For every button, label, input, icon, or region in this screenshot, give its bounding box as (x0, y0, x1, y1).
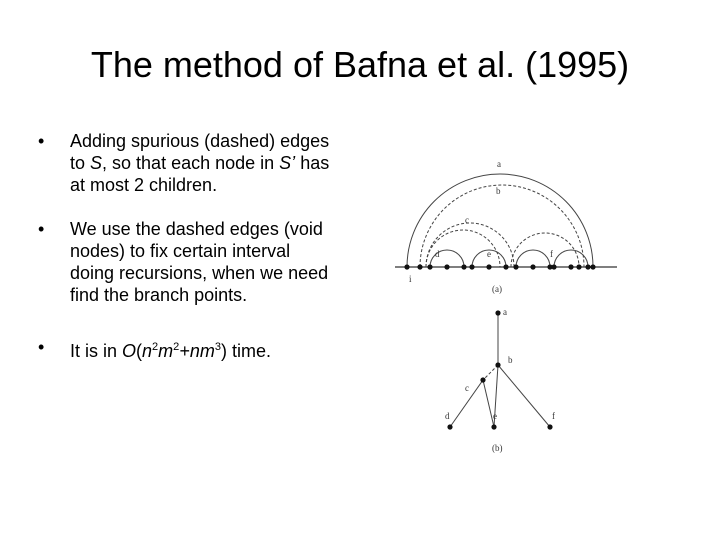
tree-edge-dashed (483, 365, 498, 380)
tree-labels (445, 307, 555, 453)
node (568, 264, 573, 269)
node (503, 264, 508, 269)
node (444, 264, 449, 269)
bullet-marker: • (38, 337, 45, 357)
arc-label: b (496, 186, 501, 196)
bullet-text-italic: m (158, 341, 174, 361)
node (417, 264, 422, 269)
bullet-item (38, 130, 338, 196)
node (461, 264, 466, 269)
bullet-text-part: ) time. (220, 341, 271, 361)
figure-part-label: (b) (492, 443, 503, 453)
slide-title: The method of Bafna et al. (1995) (90, 44, 630, 85)
bullet-marker: • (38, 131, 45, 151)
bullet-text-part: has at most 2 children. (70, 153, 330, 195)
node (576, 264, 581, 269)
bullet-marker: • (38, 219, 45, 239)
arc-c (426, 223, 514, 267)
arc-diagram (395, 174, 617, 267)
arc-label: d (435, 249, 440, 259)
bullet-text-part: Adding spurious (dashed) edges to (70, 131, 330, 173)
arc-label: a (497, 159, 501, 169)
bullet-text-italic: + (179, 341, 190, 361)
bullet-text-italic: O (122, 341, 137, 361)
tree-edge (498, 365, 550, 427)
tree-label: f (552, 411, 555, 421)
bullet-text-part: ( (136, 341, 143, 361)
tree-label: d (445, 411, 450, 421)
bullet-text-italic: S’ (279, 153, 296, 173)
tree-label: e (493, 411, 497, 421)
arc-diagram-figure (395, 155, 625, 460)
tree-node (491, 424, 496, 429)
node (486, 264, 491, 269)
tree-node (495, 362, 500, 367)
tree-node (547, 424, 552, 429)
node (590, 264, 595, 269)
bullet-text: We use the dashed edges (void nodes) to fix certain interval doing recursions, when we need find the branch points. (70, 219, 329, 305)
bullet-text-italic: S (90, 153, 103, 173)
node (530, 264, 535, 269)
tree-node (480, 377, 485, 382)
bullet-item (38, 336, 338, 362)
bullet-superscript: 2 (152, 341, 159, 353)
node (427, 264, 432, 269)
node (513, 264, 518, 269)
tree-node (495, 310, 500, 315)
node (585, 264, 590, 269)
arc-label: e (487, 249, 491, 259)
arc-label: f (550, 249, 553, 259)
bullet-superscript: 3 (214, 341, 221, 353)
arc-label: c (465, 215, 469, 225)
bullet-item (38, 218, 338, 306)
node (469, 264, 474, 269)
bullet-list (38, 130, 338, 362)
tree-label: c (465, 383, 469, 393)
line-label: i (409, 274, 412, 284)
figure-part-label: (a) (492, 284, 502, 294)
tree-diagram (450, 313, 550, 427)
bullet-superscript: 2 (173, 341, 180, 353)
node (551, 264, 556, 269)
bullet-text-part: , so that each node in (102, 153, 280, 173)
tree-label: a (503, 307, 507, 317)
node (404, 264, 409, 269)
tree-label: b (508, 355, 513, 365)
bullet-text-part: It is in (70, 341, 123, 361)
bullet-text-italic: nm (189, 341, 215, 361)
tree-node (447, 424, 452, 429)
bullet-text-italic: n (142, 341, 153, 361)
